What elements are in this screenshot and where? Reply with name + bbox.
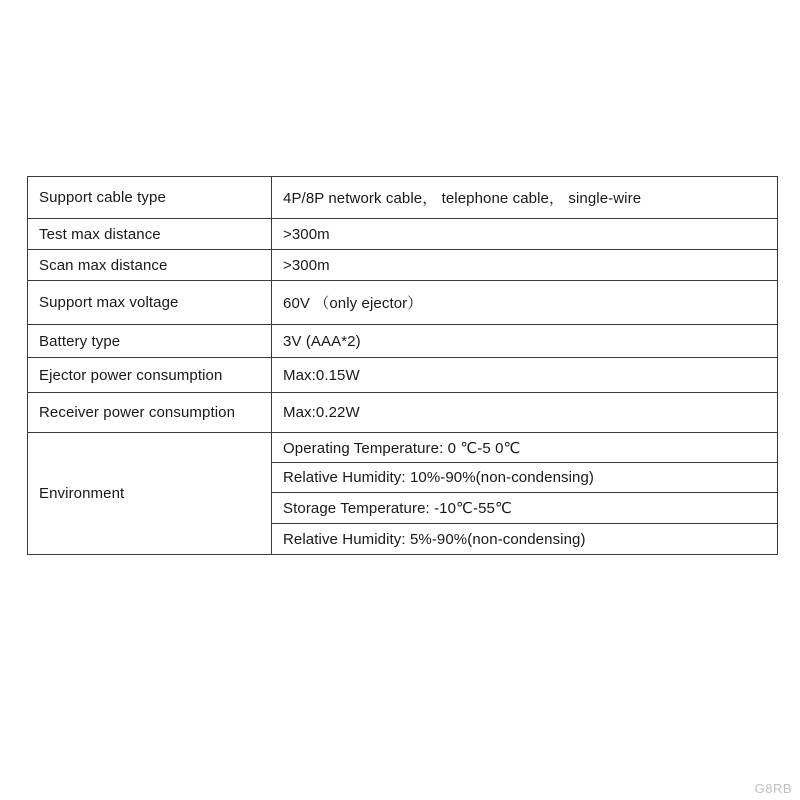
row-value: >300m bbox=[272, 250, 778, 281]
row-value: Relative Humidity: 10%-90%(non-condensing) bbox=[272, 463, 778, 493]
row-label: Ejector power consumption bbox=[28, 358, 272, 393]
table-row bbox=[28, 393, 778, 433]
row-value: 4P/8P network cable， telephone cable， single-wire bbox=[272, 177, 778, 219]
row-value: 60V （only ejector） bbox=[272, 281, 778, 325]
table-row bbox=[28, 325, 778, 358]
table-row bbox=[28, 358, 778, 393]
row-value: Relative Humidity: 5%-90%(non-condensing) bbox=[272, 524, 778, 555]
table-row bbox=[28, 177, 778, 219]
row-value: Operating Temperature: 0 ℃-5 0℃ bbox=[272, 433, 778, 463]
table-row bbox=[28, 219, 778, 250]
row-value: Max:0.15W bbox=[272, 358, 778, 393]
table-row-environment bbox=[28, 433, 778, 463]
watermark-text: G8RB bbox=[754, 781, 792, 796]
table-row bbox=[28, 250, 778, 281]
row-value: Storage Temperature: -10℃-55℃ bbox=[272, 493, 778, 524]
row-label: Scan max distance bbox=[28, 250, 272, 281]
row-label: Receiver power consumption bbox=[28, 393, 272, 433]
row-label: Support cable type bbox=[28, 177, 272, 219]
row-value: Max:0.22W bbox=[272, 393, 778, 433]
row-label: Environment bbox=[28, 433, 272, 555]
row-value: 3V (AAA*2) bbox=[272, 325, 778, 358]
row-value: >300m bbox=[272, 219, 778, 250]
row-label: Support max voltage bbox=[28, 281, 272, 325]
row-label: Test max distance bbox=[28, 219, 272, 250]
table-row bbox=[28, 281, 778, 325]
specification-table bbox=[27, 176, 778, 555]
row-label: Battery type bbox=[28, 325, 272, 358]
